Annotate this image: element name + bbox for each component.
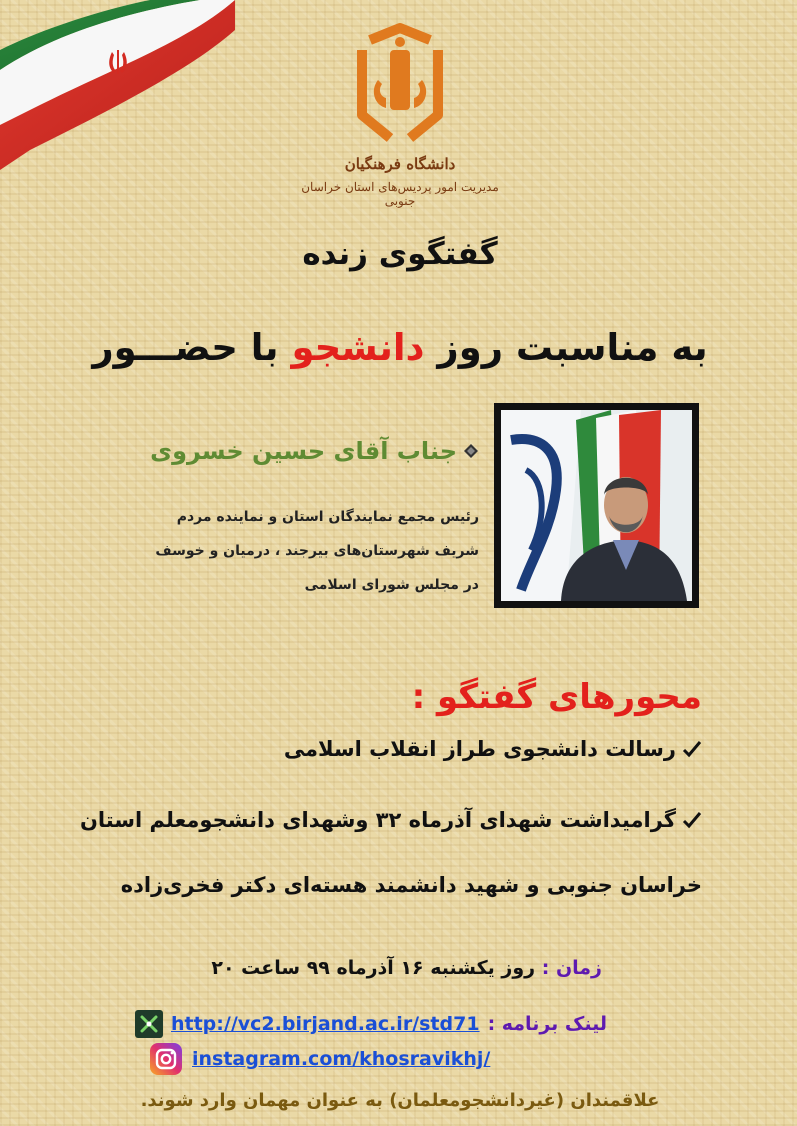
program-link-line [135,1010,607,1038]
subtitle-before: به مناسبت روز [437,326,708,369]
video-conference-icon [135,1010,163,1038]
subtitle-highlight: دانشجو [291,326,425,369]
guest-portrait-image [501,410,692,601]
iran-flag-icon [0,0,235,175]
guest-name-line [150,437,479,465]
bio-line: در مجلس شورای اسلامی [304,577,479,593]
topic-item [284,737,702,761]
guest-notice: علاقمندان (غیردانشجومعلمان) به عنوان مهمان وارد شوند. [140,1090,660,1111]
instagram-line [150,1043,490,1075]
instagram-link[interactable]: instagram.com/khosravikhj/ [192,1048,491,1070]
topic-text-continuation: خراسان جنوبی و شهید دانشمند هسته‌ای دکتر فخری‌زاده [120,873,702,897]
guest-photo [494,403,699,608]
logo-subtitle: مدیریت امور پردیس‌های استان خراسان جنوبی [301,180,499,208]
topics-title: محورهای گفتگو : [411,677,702,717]
topic-item [80,808,702,832]
university-logo-icon [340,20,460,160]
logo-university-name: دانشگاه فرهنگیان [344,155,456,173]
link-label: لینک برنامه : [487,1013,607,1035]
diamond-bullet-icon [463,443,479,459]
instagram-icon [150,1043,182,1075]
event-time [211,957,602,979]
subtitle-after: با حضـــور [92,326,279,369]
program-link[interactable]: http://vc2.birjand.ac.ir/std71 [170,1013,480,1035]
checkmark-icon [682,810,702,830]
page-subtitle [60,326,740,369]
checkmark-icon [682,739,702,759]
bio-line: شریف شهرستان‌های بیرجند ، درمیان و خوسف [155,543,479,559]
topic-text: رسالت دانشجوی طراز انقلاب اسلامی [283,737,676,761]
bio-line: رئیس مجمع نمایندگان استان و نماینده مردم [176,509,479,525]
page-title: گفتگوی زنده [302,236,498,272]
guest-name: جناب آقای حسین خسروی [150,437,457,465]
time-label: زمان : [541,957,602,979]
time-value: روز یکشنبه ۱۶ آذرماه ۹۹ ساعت ۲۰ [211,957,536,979]
guest-bio [79,500,479,602]
topic-text: گرامیداشت شهدای آذرماه ۳۲ وشهدای دانشجومعلم استان [79,808,676,832]
